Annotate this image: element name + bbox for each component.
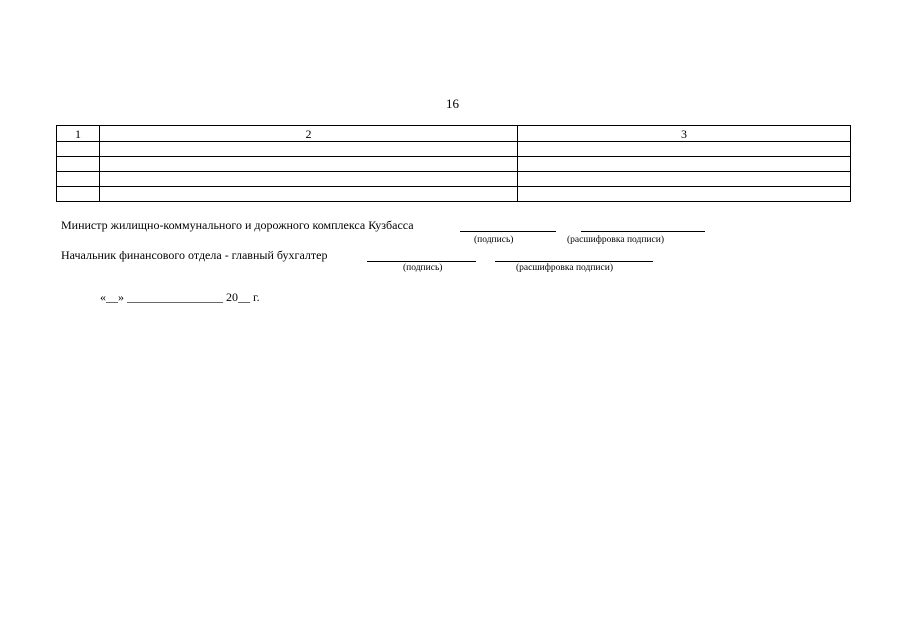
document-table bbox=[56, 125, 851, 202]
table-cell bbox=[518, 142, 851, 157]
table-cell bbox=[57, 142, 100, 157]
table-cell bbox=[57, 157, 100, 172]
table-cell bbox=[518, 157, 851, 172]
table-cell bbox=[57, 187, 100, 202]
table-header-cell: 2 bbox=[100, 126, 518, 142]
table-header-cell: 1 bbox=[57, 126, 100, 142]
table-cell bbox=[100, 187, 518, 202]
table-cell bbox=[518, 172, 851, 187]
table-row bbox=[57, 157, 851, 172]
chief-accountant-decoding-caption: (расшифровка подписи) bbox=[516, 263, 613, 273]
table-row bbox=[57, 142, 851, 157]
minister-title: Министр жилищно-коммунального и дорожного комплекса Кузбасса bbox=[61, 218, 414, 232]
chief-accountant-decoding-line bbox=[495, 261, 653, 262]
table-cell bbox=[100, 172, 518, 187]
table-cell bbox=[57, 172, 100, 187]
table-cell bbox=[100, 142, 518, 157]
minister-decoding-caption: (расшифровка подписи) bbox=[567, 235, 664, 245]
date-field: «__» ________________ 20__ г. bbox=[100, 290, 260, 304]
table-row bbox=[57, 187, 851, 202]
minister-signature-line bbox=[460, 231, 556, 232]
table-row bbox=[57, 172, 851, 187]
table-header-row bbox=[57, 126, 851, 142]
table-cell bbox=[518, 187, 851, 202]
minister-signature-caption: (подпись) bbox=[474, 235, 514, 245]
table-header-cell: 3 bbox=[518, 126, 851, 142]
chief-accountant-signature-line bbox=[367, 261, 476, 262]
page-number: 16 bbox=[446, 96, 459, 111]
chief-accountant-signature-caption: (подпись) bbox=[403, 263, 443, 273]
chief-accountant-title: Начальник финансового отдела - главный бухгалтер bbox=[61, 248, 328, 262]
minister-decoding-line bbox=[581, 231, 705, 232]
table-cell bbox=[100, 157, 518, 172]
